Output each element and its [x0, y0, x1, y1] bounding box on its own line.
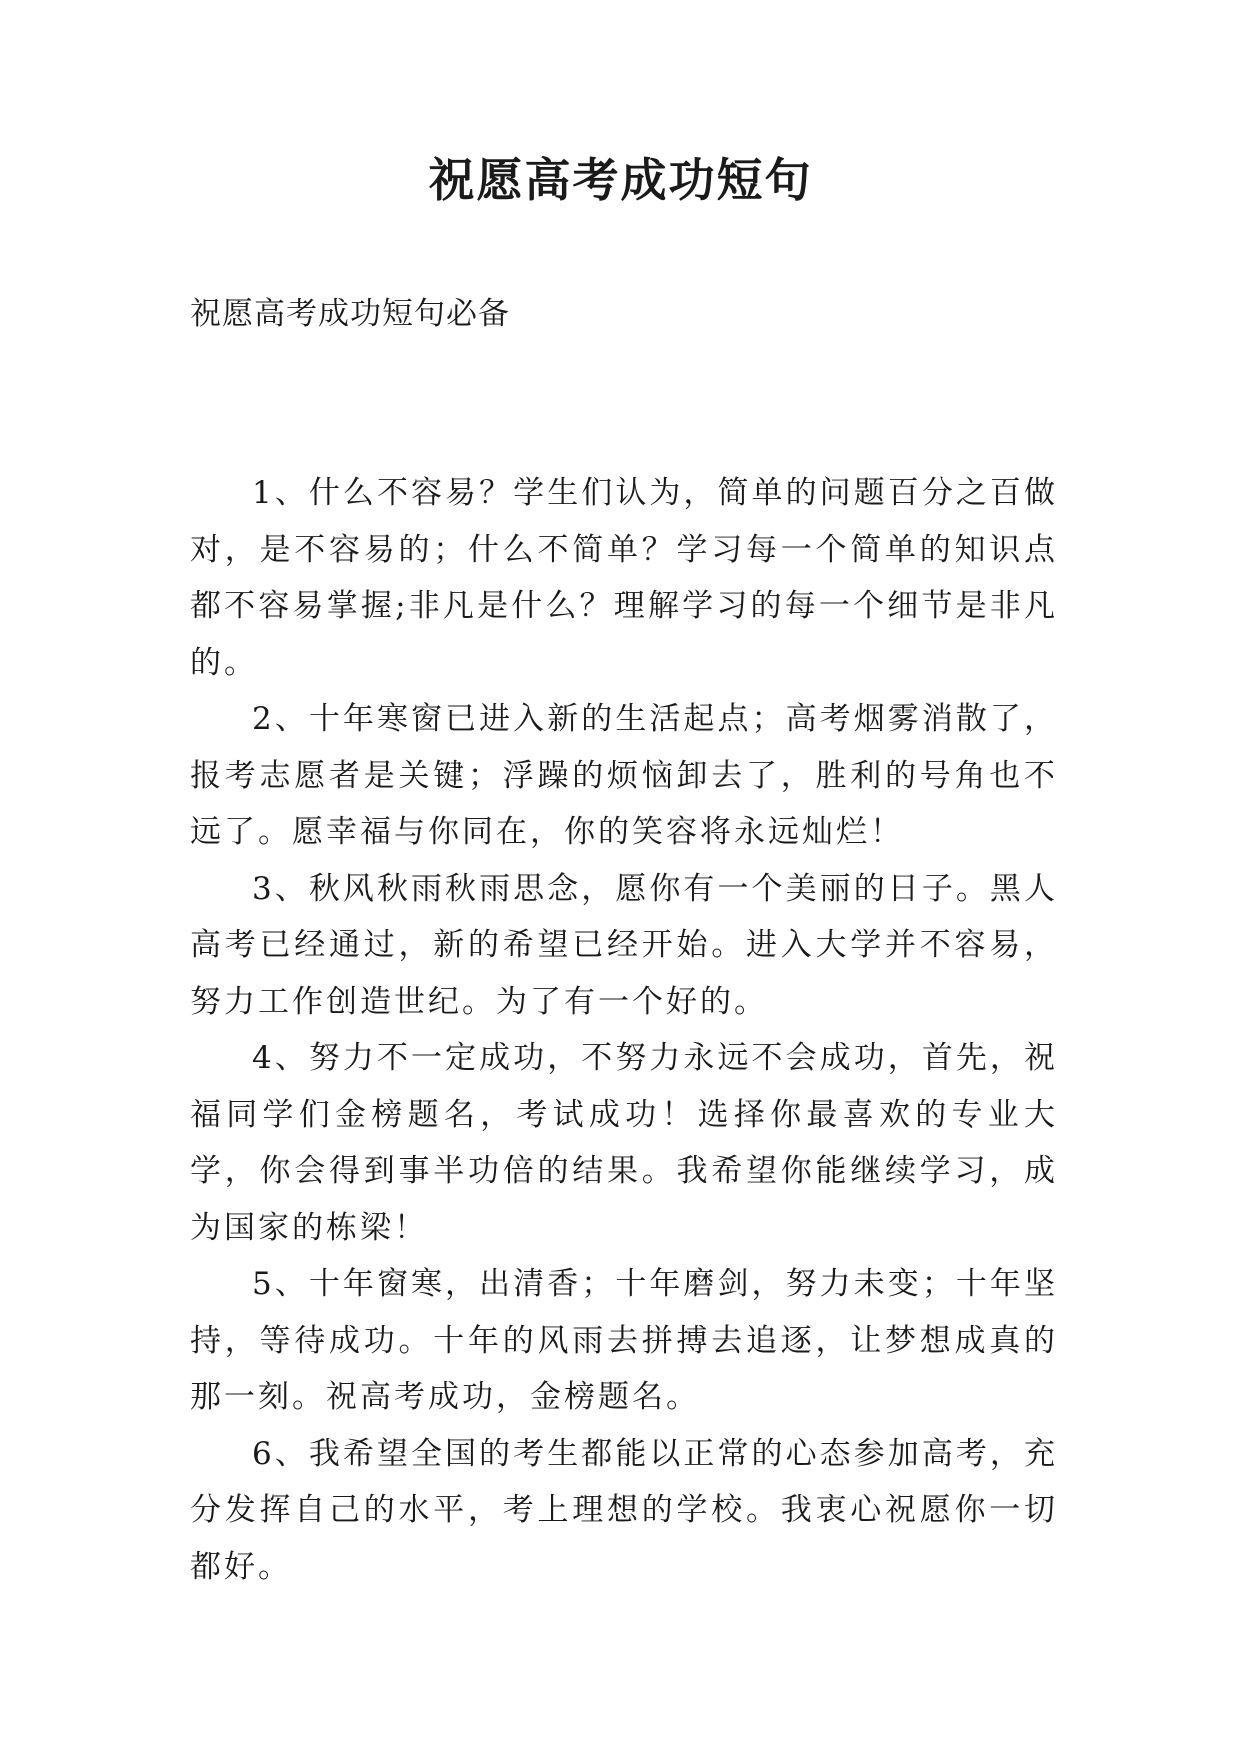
document-body [190, 465, 1058, 1595]
paragraph: 5、十年窗寒，出清香；十年磨剑，努力未变；十年坚持，等待成功。十年的风雨去拼搏去追逐，让梦想成真的那一刻。祝高考成功，金榜题名。 [190, 1266, 1058, 1415]
document-title: 祝愿高考成功短句 [428, 153, 813, 207]
paragraph: 4、努力不一定成功，不努力永远不会成功，首先，祝福同学们金榜题名，考试成功！选择你最喜欢的专业大学，你会得到事半功倍的结果。我希望你能继续学习，成为国家的栋梁！ [190, 1040, 1058, 1246]
paragraph: 6、我希望全国的考生都能以正常的心态参加高考，充分发挥自己的水平，考上理想的学校。我衷心祝愿你一切都好。 [190, 1435, 1058, 1585]
paragraph: 2、十年寒窗已进入新的生活起点；高考烟雾消散了，报考志愿者是关键；浮躁的烦恼卸去了，胜利的号角也不远了。愿幸福与你同在，你的笑容将永远灿烂！ [190, 701, 1058, 850]
document-subtitle: 祝愿高考成功短句必备 [190, 296, 510, 332]
paragraph: 1、什么不容易？学生们认为，简单的问题百分之百做对，是不容易的；什么不简单？学习每一个简单的知识点都不容易掌握;非凡是什么？理解学习的每一个细节是非凡的。 [190, 475, 1058, 681]
paragraph: 3、秋风秋雨秋雨思念，愿你有一个美丽的日子。黑人高考已经通过，新的希望已经开始。进入大学并不容易，努力工作创造世纪。为了有一个好的。 [190, 870, 1058, 1020]
